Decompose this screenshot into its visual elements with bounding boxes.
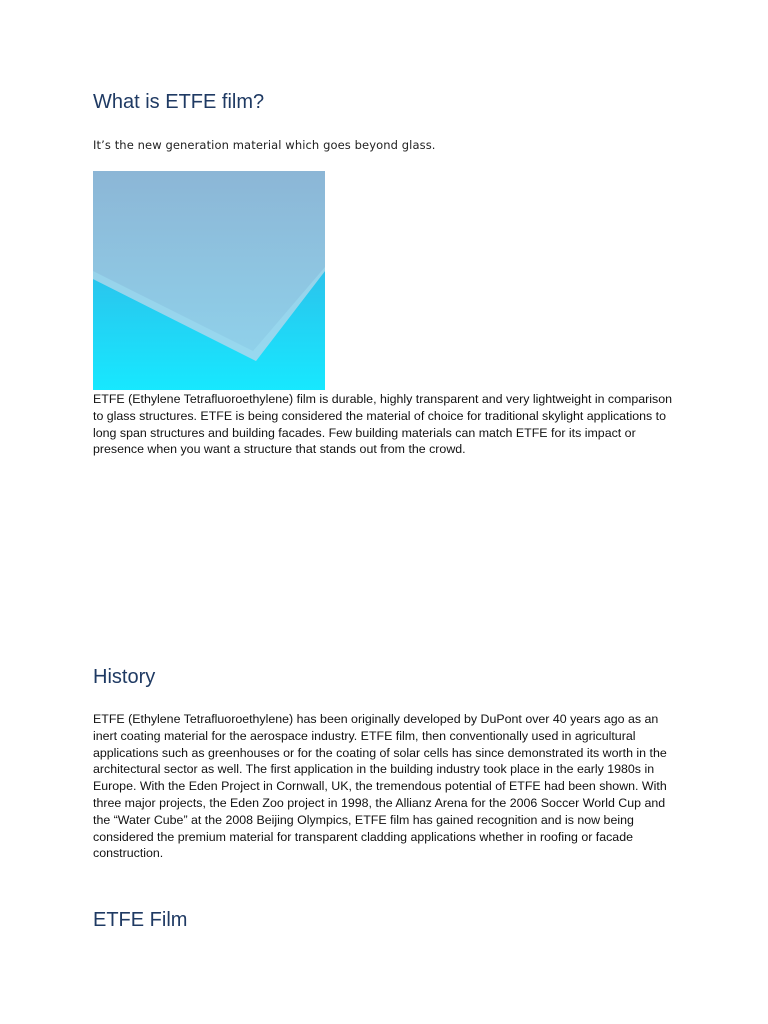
paragraph-history: ETFE (Ethylene Tetrafluoroethylene) has been originally developed by DuPont over 40 years ago as an inert coating material for the aerospace industry. ETFE film, then conventionally used in agricultural applications such as greenhouses or for the coating of solar cells has since demonstrated its worth in the architectural sector as well. The first application in the building industry took place in the early 1980s in Europe. With the Eden Project in Cornwall, UK, the tremendous potential of ETFE had been shown. With three major projects, the Eden Zoo project in 1998, the Allianz Arena for the 2006 Soccer World Cup and the “Water Cube” at the 2008 Beijing Olympics, ETFE film has gained recognition and is now being considered the premium material for transparent cladding applications whether in roofing or facade construction. [93,712,667,861]
etfe-film-image [93,171,325,390]
paragraph-etfe-description: ETFE (Ethylene Tetrafluoroethylene) film is durable, highly transparent and very lightweight in comparison to glass structures. ETFE is being considered the material of choice for traditional skylight applications to long span structures and building facades. Few building materials can match ETFE for its impact or presence when you want a structure that stands out from the crowd. [93,392,672,457]
heading-etfe-film: ETFE Film [93,909,188,931]
heading-history: History [93,666,156,688]
intro-subtitle: It’s the new generation material which goes beyond glass. [93,138,436,152]
heading-what-is-etfe: What is ETFE film? [93,91,265,113]
